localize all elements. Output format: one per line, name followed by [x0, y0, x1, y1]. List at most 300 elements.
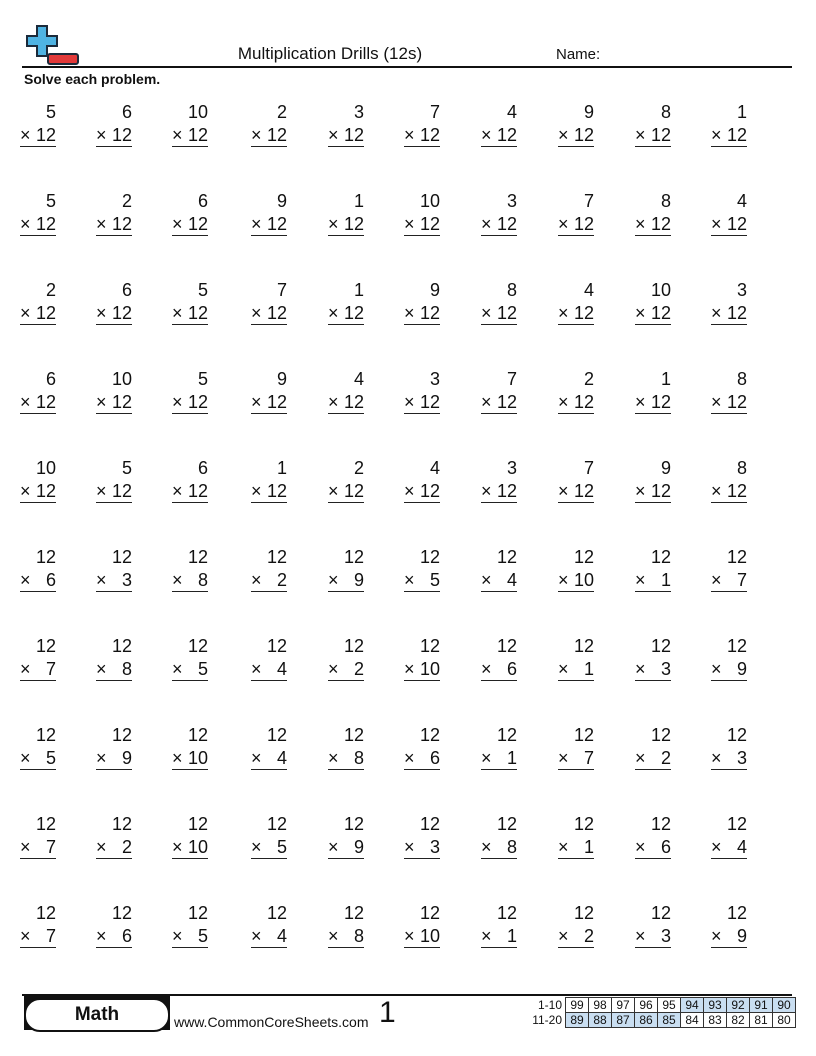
multiplier-value: 2 [583, 926, 594, 946]
problem [558, 456, 594, 503]
problem-multiplicand: 1 [660, 369, 671, 389]
times-sign: × [635, 659, 646, 679]
problem-multiplicand: 5 [45, 191, 56, 211]
name-label: Name: [556, 46, 601, 63]
times-sign: × [96, 748, 107, 768]
problem [404, 100, 440, 147]
multiplier-value: 12 [496, 125, 517, 145]
times-sign: × [251, 748, 262, 768]
times-sign: × [328, 214, 339, 234]
problem-multiplier [635, 480, 671, 503]
problem-multiplicand: 12 [496, 636, 517, 656]
times-sign: × [20, 392, 31, 412]
problem-multiplier [404, 569, 440, 592]
problem-multiplier [481, 569, 517, 592]
problem [558, 278, 594, 325]
problem-multiplier [20, 213, 56, 236]
times-sign: × [251, 659, 262, 679]
multiplier-value: 1 [506, 748, 517, 768]
multiplier-value: 12 [496, 481, 517, 501]
problem [404, 456, 440, 503]
problem-multiplicand: 4 [736, 191, 747, 211]
problem-multiplier [635, 747, 671, 770]
problem-multiplicand: 12 [650, 814, 671, 834]
times-sign: × [328, 659, 339, 679]
times-sign: × [404, 837, 415, 857]
problem-multiplicand: 6 [121, 102, 132, 122]
problem [20, 189, 56, 236]
multiplier-value: 12 [419, 214, 440, 234]
multiplier-value: 12 [650, 303, 671, 323]
multiplier-value: 9 [353, 837, 364, 857]
multiplier-value: 12 [35, 125, 56, 145]
problem-multiplier [558, 480, 594, 503]
multiplier-value: 4 [276, 659, 287, 679]
problem [635, 278, 671, 325]
problem [711, 189, 747, 236]
problem-multiplicand: 8 [736, 458, 747, 478]
times-sign: × [172, 659, 183, 679]
times-sign: × [328, 748, 339, 768]
problem [172, 100, 208, 147]
problem-multiplicand: 12 [496, 903, 517, 923]
problem-multiplier [251, 480, 287, 503]
problem-multiplier [251, 836, 287, 859]
multiplier-value: 7 [583, 748, 594, 768]
multiplier-value: 10 [419, 926, 440, 946]
problem [251, 901, 287, 948]
score-key-cell: 92 [727, 998, 750, 1013]
score-key-cell: 85 [658, 1013, 681, 1028]
times-sign: × [635, 392, 646, 412]
problem [404, 723, 440, 770]
multiplier-value: 12 [35, 214, 56, 234]
problem-multiplicand: 10 [187, 102, 208, 122]
problem-multiplicand: 10 [35, 458, 56, 478]
problem-multiplicand: 7 [276, 280, 287, 300]
times-sign: × [481, 837, 492, 857]
multiplier-value: 12 [111, 125, 132, 145]
times-sign: × [558, 570, 569, 590]
problem [20, 367, 56, 414]
problem-multiplier [558, 213, 594, 236]
multiplier-value: 4 [736, 837, 747, 857]
times-sign: × [635, 125, 646, 145]
times-sign: × [404, 659, 415, 679]
problem [251, 545, 287, 592]
problem-multiplicand: 10 [419, 191, 440, 211]
problem-multiplicand: 12 [111, 725, 132, 745]
multiplier-value: 6 [429, 748, 440, 768]
problem-multiplier [96, 391, 132, 414]
times-sign: × [251, 926, 262, 946]
problem-multiplicand: 3 [736, 280, 747, 300]
problem-multiplier [328, 925, 364, 948]
times-sign: × [558, 659, 569, 679]
problem-multiplicand: 2 [583, 369, 594, 389]
problem [328, 901, 364, 948]
problem [711, 634, 747, 681]
score-key-cell: 80 [773, 1013, 796, 1028]
times-sign: × [251, 837, 262, 857]
multiplier-value: 12 [573, 125, 594, 145]
problem-multiplier [558, 658, 594, 681]
times-sign: × [96, 926, 107, 946]
times-sign: × [328, 570, 339, 590]
times-sign: × [481, 659, 492, 679]
problem-multiplier [20, 480, 56, 503]
problem [711, 901, 747, 948]
multiplier-value: 12 [266, 214, 287, 234]
problem [172, 456, 208, 503]
problem-multiplicand: 12 [419, 636, 440, 656]
multiplier-value: 12 [35, 481, 56, 501]
multiplier-value: 12 [650, 481, 671, 501]
problem-multiplier [20, 302, 56, 325]
problem [711, 100, 747, 147]
problem-multiplicand: 7 [429, 102, 440, 122]
problem-multiplicand: 12 [187, 636, 208, 656]
score-key-cell: 82 [727, 1013, 750, 1028]
problem-multiplicand: 8 [660, 102, 671, 122]
times-sign: × [172, 392, 183, 412]
problem-multiplicand: 1 [736, 102, 747, 122]
problem-multiplicand: 12 [35, 636, 56, 656]
problem-multiplicand: 12 [343, 725, 364, 745]
problem-multiplier [481, 391, 517, 414]
problem-multiplicand: 9 [276, 369, 287, 389]
times-sign: × [481, 125, 492, 145]
times-sign: × [558, 214, 569, 234]
problem [481, 100, 517, 147]
problem-multiplier [251, 302, 287, 325]
problem-multiplier [20, 658, 56, 681]
times-sign: × [20, 659, 31, 679]
times-sign: × [172, 303, 183, 323]
multiplier-value: 12 [419, 481, 440, 501]
multiplier-value: 8 [353, 926, 364, 946]
problem [635, 456, 671, 503]
multiplier-value: 12 [573, 214, 594, 234]
times-sign: × [635, 926, 646, 946]
problem-multiplicand: 12 [266, 636, 287, 656]
multiplier-value: 1 [506, 926, 517, 946]
problem-multiplier [251, 747, 287, 770]
problem-multiplier [558, 569, 594, 592]
multiplier-value: 12 [650, 392, 671, 412]
problem-multiplicand: 4 [583, 280, 594, 300]
multiplier-value: 10 [187, 837, 208, 857]
problem [558, 634, 594, 681]
multiplier-value: 5 [197, 659, 208, 679]
problem-multiplicand: 6 [197, 458, 208, 478]
multiplier-value: 12 [343, 392, 364, 412]
problem-multiplier [20, 836, 56, 859]
times-sign: × [635, 570, 646, 590]
problem-multiplier [96, 658, 132, 681]
multiplier-value: 12 [496, 392, 517, 412]
multiplier-value: 10 [419, 659, 440, 679]
problem-multiplicand: 12 [650, 725, 671, 745]
problem-multiplier [711, 836, 747, 859]
problem-multiplicand: 5 [197, 369, 208, 389]
multiplier-value: 9 [736, 926, 747, 946]
times-sign: × [711, 659, 722, 679]
problem-multiplicand: 8 [660, 191, 671, 211]
problem-multiplicand: 1 [276, 458, 287, 478]
problem-multiplicand: 3 [429, 369, 440, 389]
problem [481, 456, 517, 503]
problem [635, 545, 671, 592]
problem-multiplicand: 4 [506, 102, 517, 122]
problem [481, 723, 517, 770]
multiplier-value: 5 [45, 748, 56, 768]
multiplier-value: 10 [573, 570, 594, 590]
score-key-range: 1-10 [537, 998, 562, 1012]
problem-multiplier [711, 658, 747, 681]
problem-multiplicand: 5 [121, 458, 132, 478]
problem-multiplier [711, 569, 747, 592]
problem [20, 545, 56, 592]
problem [558, 812, 594, 859]
times-sign: × [328, 392, 339, 412]
problem [404, 901, 440, 948]
multiplier-value: 9 [353, 570, 364, 590]
multiplier-value: 12 [343, 125, 364, 145]
problem-multiplicand: 6 [121, 280, 132, 300]
problem-multiplier [96, 747, 132, 770]
problem-multiplier [558, 747, 594, 770]
problem [96, 367, 132, 414]
problem [251, 456, 287, 503]
problem-multiplicand: 8 [736, 369, 747, 389]
problem-multiplicand: 12 [573, 814, 594, 834]
problem-multiplicand: 12 [726, 547, 747, 567]
times-sign: × [20, 303, 31, 323]
times-sign: × [635, 837, 646, 857]
multiplier-value: 12 [187, 125, 208, 145]
problem-multiplier [635, 836, 671, 859]
problem [96, 812, 132, 859]
times-sign: × [96, 303, 107, 323]
multiplier-value: 2 [276, 570, 287, 590]
problem-multiplier [481, 124, 517, 147]
times-sign: × [404, 303, 415, 323]
times-sign: × [635, 748, 646, 768]
problem [328, 634, 364, 681]
problem [558, 723, 594, 770]
problem-multiplier [96, 124, 132, 147]
problem-multiplicand: 12 [111, 547, 132, 567]
problem-multiplier [172, 480, 208, 503]
problem [172, 545, 208, 592]
problem [172, 901, 208, 948]
problem-multiplier [635, 658, 671, 681]
times-sign: × [711, 214, 722, 234]
problem-multiplicand: 2 [121, 191, 132, 211]
score-key-cell: 89 [566, 1013, 589, 1028]
multiplier-value: 12 [726, 303, 747, 323]
score-key-cell: 95 [658, 998, 681, 1013]
problem-multiplicand: 12 [266, 725, 287, 745]
problem-multiplier [96, 925, 132, 948]
times-sign: × [96, 125, 107, 145]
multiplier-value: 12 [419, 392, 440, 412]
problem [251, 634, 287, 681]
problem-multiplier [404, 836, 440, 859]
problem-multiplicand: 12 [343, 903, 364, 923]
multiplier-value: 6 [506, 659, 517, 679]
times-sign: × [251, 125, 262, 145]
problem [328, 367, 364, 414]
times-sign: × [251, 481, 262, 501]
problem-multiplier [96, 480, 132, 503]
problem-multiplicand: 12 [35, 547, 56, 567]
times-sign: × [558, 392, 569, 412]
multiplier-value: 12 [496, 303, 517, 323]
multiplier-value: 12 [573, 481, 594, 501]
multiplier-value: 12 [266, 392, 287, 412]
score-key-range: 11-20 [532, 1013, 562, 1027]
problem-multiplicand: 12 [650, 636, 671, 656]
score-key-cell: 86 [635, 1013, 658, 1028]
score-key-cell: 97 [612, 998, 635, 1013]
multiplier-value: 5 [276, 837, 287, 857]
problem [635, 100, 671, 147]
problem [96, 901, 132, 948]
problem-multiplicand: 5 [197, 280, 208, 300]
problem-multiplicand: 12 [187, 814, 208, 834]
times-sign: × [481, 748, 492, 768]
multiplier-value: 2 [121, 837, 132, 857]
problem-multiplicand: 12 [496, 814, 517, 834]
problem-multiplicand: 12 [573, 547, 594, 567]
problem-multiplicand: 6 [197, 191, 208, 211]
times-sign: × [96, 837, 107, 857]
problem-multiplicand: 12 [496, 725, 517, 745]
problem-multiplier [328, 658, 364, 681]
times-sign: × [635, 214, 646, 234]
problem-multiplier [404, 480, 440, 503]
problem [328, 723, 364, 770]
problem [96, 278, 132, 325]
problem-multiplier [635, 213, 671, 236]
score-key-cell: 99 [566, 998, 589, 1013]
multiplier-value: 4 [276, 748, 287, 768]
score-key-cell: 88 [589, 1013, 612, 1028]
problem-multiplicand: 12 [573, 636, 594, 656]
multiplier-value: 12 [726, 214, 747, 234]
problem-multiplicand: 2 [276, 102, 287, 122]
times-sign: × [404, 926, 415, 946]
problem-multiplicand: 1 [353, 191, 364, 211]
problem-multiplicand: 10 [650, 280, 671, 300]
score-key-cell: 87 [612, 1013, 635, 1028]
problem [172, 812, 208, 859]
multiplier-value: 2 [353, 659, 364, 679]
problem-multiplicand: 12 [35, 903, 56, 923]
problem [558, 545, 594, 592]
multiplier-value: 7 [45, 837, 56, 857]
problem [328, 456, 364, 503]
problem-multiplier [481, 302, 517, 325]
problem [635, 812, 671, 859]
problem [20, 100, 56, 147]
problem [635, 634, 671, 681]
problem-multiplicand: 12 [496, 547, 517, 567]
times-sign: × [481, 303, 492, 323]
multiplier-value: 12 [650, 214, 671, 234]
problem [251, 812, 287, 859]
times-sign: × [96, 659, 107, 679]
problem [404, 367, 440, 414]
problem-multiplicand: 12 [726, 814, 747, 834]
problem [96, 723, 132, 770]
multiplier-value: 7 [45, 659, 56, 679]
problem-multiplier [328, 836, 364, 859]
multiplier-value: 12 [343, 214, 364, 234]
multiplier-value: 5 [197, 926, 208, 946]
problem-multiplier [481, 747, 517, 770]
times-sign: × [558, 926, 569, 946]
problem [635, 901, 671, 948]
times-sign: × [635, 481, 646, 501]
problem [328, 100, 364, 147]
problem [558, 901, 594, 948]
times-sign: × [558, 748, 569, 768]
problem-multiplier [96, 569, 132, 592]
problem [328, 278, 364, 325]
times-sign: × [404, 392, 415, 412]
problem-multiplicand: 12 [419, 903, 440, 923]
times-sign: × [172, 837, 183, 857]
times-sign: × [404, 125, 415, 145]
problem-multiplier [172, 836, 208, 859]
problem-multiplier [711, 302, 747, 325]
site-url: www.CommonCoreSheets.com [174, 1014, 369, 1030]
problem [251, 100, 287, 147]
times-sign: × [20, 748, 31, 768]
problem-multiplier [20, 391, 56, 414]
problem-multiplicand: 12 [111, 636, 132, 656]
multiplier-value: 12 [726, 481, 747, 501]
times-sign: × [481, 570, 492, 590]
problem-multiplier [251, 213, 287, 236]
problem-multiplier [635, 302, 671, 325]
problem-multiplicand: 12 [726, 903, 747, 923]
problem-multiplier [481, 925, 517, 948]
problem-multiplier [96, 302, 132, 325]
multiplier-value: 7 [45, 926, 56, 946]
problem-multiplier [20, 747, 56, 770]
multiplier-value: 12 [419, 125, 440, 145]
times-sign: × [172, 125, 183, 145]
problem-multiplier [711, 747, 747, 770]
multiplier-value: 6 [660, 837, 671, 857]
multiplier-value: 4 [506, 570, 517, 590]
problem-multiplier [172, 658, 208, 681]
problem-multiplicand: 7 [583, 191, 594, 211]
times-sign: × [20, 570, 31, 590]
multiplier-value: 12 [35, 303, 56, 323]
problem-multiplicand: 12 [573, 903, 594, 923]
problem-multiplicand: 12 [187, 903, 208, 923]
times-sign: × [172, 214, 183, 234]
multiplier-value: 12 [266, 125, 287, 145]
multiplier-value: 12 [726, 392, 747, 412]
problem-multiplicand: 8 [506, 280, 517, 300]
problem-multiplicand: 12 [650, 903, 671, 923]
